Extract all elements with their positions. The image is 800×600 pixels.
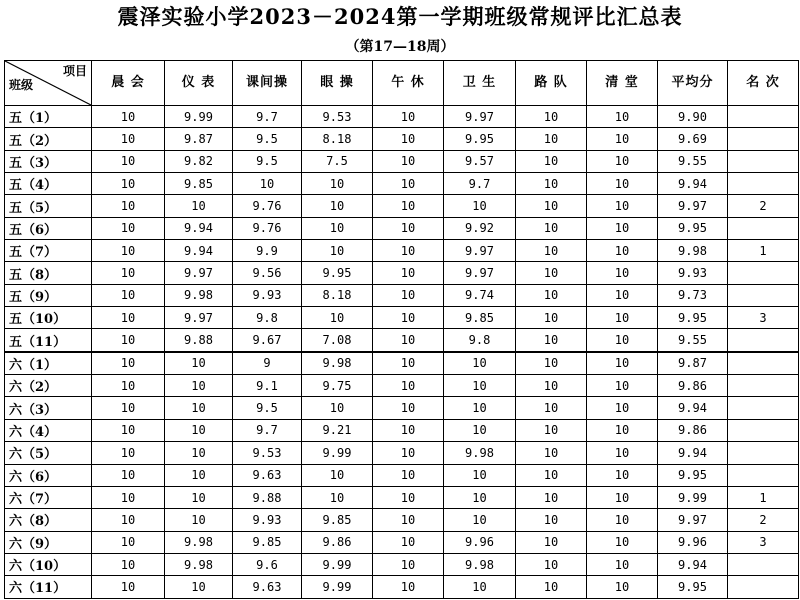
table-cell[interactable]: 10 <box>92 553 165 575</box>
header-cell[interactable]: 课间操 <box>233 61 302 106</box>
table-cell[interactable]: 10 <box>302 240 373 262</box>
table-row <box>5 217 799 239</box>
table-cell[interactable]: 9.98 <box>444 442 516 464</box>
table-cell[interactable]: 10 <box>373 262 444 284</box>
table-cell[interactable]: 9.53 <box>233 442 302 464</box>
table-cell[interactable]: 10 <box>373 329 444 352</box>
table-cell[interactable]: 9.1 <box>233 375 302 397</box>
table-cell[interactable]: 10 <box>587 173 658 195</box>
table-cell[interactable] <box>728 128 799 150</box>
class-name-cell[interactable]: 六（3） <box>5 397 92 419</box>
table-cell[interactable]: 10 <box>92 284 165 306</box>
table-cell[interactable]: 9.99 <box>658 486 728 508</box>
table-cell[interactable]: 10 <box>373 150 444 172</box>
table-cell[interactable]: 10 <box>516 419 587 441</box>
table-cell[interactable]: 9.53 <box>302 106 373 128</box>
table-cell[interactable]: 10 <box>516 442 587 464</box>
table-cell[interactable]: 10 <box>516 464 587 486</box>
table-cell[interactable] <box>728 217 799 239</box>
table-cell[interactable]: 10 <box>516 576 587 598</box>
evaluation-table <box>4 60 799 599</box>
table-cell[interactable]: 10 <box>373 307 444 329</box>
class-name-cell[interactable]: 六（6） <box>5 464 92 486</box>
table-cell[interactable] <box>728 442 799 464</box>
table-cell[interactable]: 10 <box>92 576 165 598</box>
table-cell[interactable]: 10 <box>92 150 165 172</box>
table-cell[interactable]: 9.7 <box>233 419 302 441</box>
table-cell[interactable]: 10 <box>373 486 444 508</box>
table-cell[interactable]: 9.99 <box>302 442 373 464</box>
header-cell[interactable]: 平均分 <box>658 61 728 106</box>
table-row <box>5 329 799 352</box>
table-cell[interactable]: 9.67 <box>233 329 302 352</box>
table-cell[interactable]: 10 <box>516 352 587 375</box>
table-cell[interactable]: 10 <box>92 375 165 397</box>
table-cell[interactable]: 9.98 <box>302 352 373 375</box>
table-cell[interactable]: 10 <box>587 397 658 419</box>
table-cell[interactable]: 9.5 <box>233 150 302 172</box>
table-row <box>5 195 799 217</box>
class-name-cell[interactable]: 五（2） <box>5 128 92 150</box>
table-cell[interactable] <box>728 464 799 486</box>
table-cell[interactable]: 10 <box>587 553 658 575</box>
table-cell[interactable]: 10 <box>516 397 587 419</box>
table-cell[interactable]: 9.98 <box>165 531 233 553</box>
table-cell[interactable] <box>728 173 799 195</box>
table-cell[interactable]: 9.97 <box>658 509 728 531</box>
table-cell[interactable]: 10 <box>587 262 658 284</box>
corner-label-item: 项目 <box>62 64 87 78</box>
table-body <box>5 106 799 599</box>
table-cell[interactable]: 9.94 <box>165 240 233 262</box>
table-cell[interactable]: 10 <box>516 531 587 553</box>
table-cell[interactable]: 9.85 <box>233 531 302 553</box>
table-cell[interactable]: 9.93 <box>658 262 728 284</box>
table-cell[interactable]: 7.08 <box>302 329 373 352</box>
table-cell[interactable]: 10 <box>165 576 233 598</box>
class-name-cell[interactable]: 六（5） <box>5 442 92 464</box>
table-cell[interactable]: 9.94 <box>658 553 728 575</box>
table-cell[interactable]: 10 <box>373 173 444 195</box>
class-name-cell[interactable]: 五（6） <box>5 217 92 239</box>
table-cell[interactable]: 10 <box>92 464 165 486</box>
table-row <box>5 307 799 329</box>
table-cell[interactable]: 2 <box>728 195 799 217</box>
class-name-cell[interactable]: 五（9） <box>5 284 92 306</box>
table-cell[interactable]: 9.8 <box>233 307 302 329</box>
class-name-cell[interactable]: 六（4） <box>5 419 92 441</box>
table-cell[interactable]: 10 <box>92 419 165 441</box>
table-cell[interactable] <box>728 553 799 575</box>
table-cell[interactable]: 10 <box>373 106 444 128</box>
table-cell[interactable]: 10 <box>165 442 233 464</box>
table-cell[interactable]: 10 <box>302 173 373 195</box>
table-cell[interactable]: 10 <box>516 262 587 284</box>
table-cell[interactable]: 10 <box>444 375 516 397</box>
table-cell[interactable]: 9.95 <box>658 576 728 598</box>
table-cell[interactable]: 10 <box>92 486 165 508</box>
table-cell[interactable] <box>728 262 799 284</box>
table-cell[interactable] <box>728 397 799 419</box>
table-cell[interactable]: 9.96 <box>444 531 516 553</box>
table-cell[interactable]: 10 <box>373 509 444 531</box>
table-cell[interactable]: 10 <box>92 509 165 531</box>
table-row <box>5 576 799 598</box>
table-cell[interactable]: 10 <box>92 262 165 284</box>
table-cell[interactable]: 10 <box>373 375 444 397</box>
table-row <box>5 464 799 486</box>
header-cell[interactable]: 清 堂 <box>587 61 658 106</box>
table-cell[interactable]: 9.9 <box>233 240 302 262</box>
table-cell[interactable]: 9.96 <box>658 531 728 553</box>
table-cell[interactable] <box>728 419 799 441</box>
table-cell[interactable]: 7.5 <box>302 150 373 172</box>
table-cell[interactable]: 9.88 <box>165 329 233 352</box>
table-cell[interactable]: 10 <box>587 128 658 150</box>
table-cell[interactable]: 10 <box>587 486 658 508</box>
class-name-cell[interactable]: 五（10） <box>5 307 92 329</box>
table-cell[interactable]: 9.6 <box>233 553 302 575</box>
header-cell[interactable]: 午 休 <box>373 61 444 106</box>
class-name-cell[interactable]: 六（8） <box>5 509 92 531</box>
table-cell[interactable]: 9.97 <box>658 195 728 217</box>
table-row <box>5 442 799 464</box>
header-cell[interactable]: 晨 会 <box>92 61 165 106</box>
table-cell[interactable]: 10 <box>373 284 444 306</box>
table-cell[interactable]: 9.95 <box>658 464 728 486</box>
table-cell[interactable]: 10 <box>587 531 658 553</box>
table-cell[interactable]: 10 <box>302 217 373 239</box>
table-cell[interactable]: 9.57 <box>444 150 516 172</box>
table-cell[interactable]: 9.92 <box>444 217 516 239</box>
table-cell[interactable]: 9.73 <box>658 284 728 306</box>
class-name-cell[interactable]: 六（11） <box>5 576 92 598</box>
class-name-cell[interactable]: 六（10） <box>5 553 92 575</box>
table-row <box>5 375 799 397</box>
table-row <box>5 128 799 150</box>
table-row <box>5 240 799 262</box>
corner-header-cell[interactable] <box>5 61 92 106</box>
table-cell[interactable]: 10 <box>373 352 444 375</box>
table-cell[interactable]: 10 <box>587 217 658 239</box>
table-cell[interactable]: 10 <box>587 464 658 486</box>
table-row <box>5 397 799 419</box>
header-row <box>5 61 799 106</box>
table-cell[interactable]: 9.8 <box>444 329 516 352</box>
table-cell[interactable]: 9.98 <box>165 553 233 575</box>
table-cell[interactable]: 10 <box>516 553 587 575</box>
table-cell[interactable]: 9.97 <box>444 106 516 128</box>
class-name-cell[interactable]: 五（7） <box>5 240 92 262</box>
table-cell[interactable]: 10 <box>302 397 373 419</box>
header-cell[interactable]: 路 队 <box>516 61 587 106</box>
table-row <box>5 173 799 195</box>
table-cell[interactable]: 9.97 <box>165 307 233 329</box>
table-cell[interactable] <box>728 150 799 172</box>
table-cell[interactable]: 9.86 <box>658 375 728 397</box>
table-cell[interactable] <box>728 329 799 352</box>
header-cell[interactable]: 仪 表 <box>165 61 233 106</box>
class-name-cell[interactable]: 五（5） <box>5 195 92 217</box>
table-cell[interactable]: 9.95 <box>658 217 728 239</box>
table-cell[interactable]: 9.55 <box>658 150 728 172</box>
table-cell[interactable] <box>728 375 799 397</box>
table-cell[interactable]: 9.87 <box>658 352 728 375</box>
table-cell[interactable]: 10 <box>444 352 516 375</box>
table-cell[interactable]: 10 <box>587 240 658 262</box>
table-cell[interactable]: 9.93 <box>233 284 302 306</box>
table-cell[interactable]: 10 <box>516 106 587 128</box>
header-cell[interactable]: 卫 生 <box>444 61 516 106</box>
class-name-cell[interactable]: 六（1） <box>5 352 92 375</box>
class-name-cell[interactable]: 六（2） <box>5 375 92 397</box>
table-cell[interactable] <box>728 352 799 375</box>
table-cell[interactable]: 1 <box>728 486 799 508</box>
header-cell[interactable]: 名 次 <box>728 61 799 106</box>
table-cell[interactable]: 10 <box>92 128 165 150</box>
class-name-cell[interactable]: 五（1） <box>5 106 92 128</box>
table-row <box>5 106 799 128</box>
table-row <box>5 531 799 553</box>
table-row <box>5 284 799 306</box>
table-row <box>5 509 799 531</box>
table-cell[interactable]: 10 <box>516 486 587 508</box>
corner-label-class: 班级 <box>9 78 34 92</box>
table-cell[interactable]: 10 <box>587 307 658 329</box>
table-cell[interactable]: 9.7 <box>444 173 516 195</box>
table-cell[interactable]: 10 <box>516 509 587 531</box>
table-row <box>5 553 799 575</box>
table-cell[interactable]: 9.85 <box>302 509 373 531</box>
class-name-cell[interactable]: 五（3） <box>5 150 92 172</box>
table-cell[interactable]: 10 <box>587 150 658 172</box>
table-cell[interactable]: 9.99 <box>302 553 373 575</box>
table-cell[interactable]: 9.98 <box>658 240 728 262</box>
table-cell[interactable]: 10 <box>302 464 373 486</box>
table-cell[interactable]: 10 <box>444 576 516 598</box>
table-cell[interactable]: 9.95 <box>658 307 728 329</box>
table-cell[interactable]: 10 <box>165 352 233 375</box>
table-row <box>5 352 799 375</box>
table-cell[interactable]: 10 <box>92 173 165 195</box>
table-cell[interactable]: 10 <box>373 576 444 598</box>
table-cell[interactable]: 9.98 <box>165 284 233 306</box>
table-cell[interactable]: 9.5 <box>233 397 302 419</box>
table-cell[interactable]: 10 <box>444 195 516 217</box>
table-cell[interactable]: 10 <box>92 329 165 352</box>
table-cell[interactable]: 10 <box>373 442 444 464</box>
table-cell[interactable]: 10 <box>444 464 516 486</box>
table-cell[interactable]: 8.18 <box>302 128 373 150</box>
table-cell[interactable]: 10 <box>165 509 233 531</box>
table-cell[interactable]: 10 <box>587 576 658 598</box>
table-cell[interactable]: 9.76 <box>233 195 302 217</box>
table-cell[interactable]: 9.74 <box>444 284 516 306</box>
table-cell[interactable]: 10 <box>92 195 165 217</box>
table-cell[interactable]: 9.94 <box>658 173 728 195</box>
table-cell[interactable]: 10 <box>516 217 587 239</box>
table-cell[interactable]: 10 <box>587 284 658 306</box>
class-name-cell[interactable]: 五（11） <box>5 329 92 352</box>
table-cell[interactable]: 10 <box>587 195 658 217</box>
table-cell[interactable]: 10 <box>587 329 658 352</box>
table-cell[interactable]: 9.97 <box>444 240 516 262</box>
table-cell[interactable]: 10 <box>233 173 302 195</box>
table-cell[interactable]: 10 <box>373 419 444 441</box>
table-row <box>5 150 799 172</box>
table-cell[interactable]: 10 <box>165 397 233 419</box>
table-cell[interactable]: 10 <box>587 375 658 397</box>
table-cell[interactable]: 10 <box>373 240 444 262</box>
table-row <box>5 486 799 508</box>
table-cell[interactable]: 9.86 <box>658 419 728 441</box>
table-cell[interactable]: 8.18 <box>302 284 373 306</box>
table-cell[interactable]: 9.97 <box>165 262 233 284</box>
table-cell[interactable]: 10 <box>165 375 233 397</box>
table-cell[interactable]: 10 <box>165 195 233 217</box>
table-cell[interactable]: 9.99 <box>302 576 373 598</box>
class-name-cell[interactable]: 六（9） <box>5 531 92 553</box>
table-cell[interactable]: 9.75 <box>302 375 373 397</box>
table-cell[interactable]: 10 <box>373 397 444 419</box>
header-cell[interactable]: 眼 操 <box>302 61 373 106</box>
class-name-cell[interactable]: 六（7） <box>5 486 92 508</box>
table-cell[interactable]: 9.21 <box>302 419 373 441</box>
table-cell[interactable]: 3 <box>728 307 799 329</box>
table-cell[interactable]: 2 <box>728 509 799 531</box>
table-cell[interactable]: 9.90 <box>658 106 728 128</box>
table-cell[interactable]: 10 <box>516 329 587 352</box>
table-cell[interactable]: 10 <box>302 195 373 217</box>
table-cell[interactable]: 10 <box>302 307 373 329</box>
table-cell[interactable]: 9.63 <box>233 464 302 486</box>
class-name-cell[interactable]: 五（8） <box>5 262 92 284</box>
table-cell[interactable]: 9.85 <box>444 307 516 329</box>
table-cell[interactable]: 10 <box>373 464 444 486</box>
table-cell[interactable]: 10 <box>92 106 165 128</box>
table-cell[interactable] <box>728 576 799 598</box>
table-cell[interactable]: 10 <box>165 419 233 441</box>
table-cell[interactable]: 10 <box>587 442 658 464</box>
table-cell[interactable]: 10 <box>92 531 165 553</box>
page-subtitle: （第17—18周） <box>345 39 455 55</box>
table-cell[interactable]: 10 <box>373 217 444 239</box>
table-cell[interactable]: 10 <box>165 464 233 486</box>
class-name-cell[interactable]: 五（4） <box>5 173 92 195</box>
table-cell[interactable]: 9.76 <box>233 217 302 239</box>
table-cell[interactable]: 9.87 <box>165 128 233 150</box>
table-cell[interactable]: 9.99 <box>165 106 233 128</box>
table-cell[interactable]: 10 <box>516 307 587 329</box>
table-cell[interactable]: 10 <box>516 375 587 397</box>
table-cell[interactable]: 10 <box>516 195 587 217</box>
table-cell[interactable]: 9.88 <box>233 486 302 508</box>
table-cell[interactable] <box>728 106 799 128</box>
table-cell[interactable]: 9.93 <box>233 509 302 531</box>
table-cell[interactable]: 9.82 <box>165 150 233 172</box>
table-cell[interactable]: 10 <box>516 284 587 306</box>
table-cell[interactable]: 10 <box>587 106 658 128</box>
table-cell[interactable]: 1 <box>728 240 799 262</box>
table-cell[interactable]: 10 <box>444 486 516 508</box>
table-cell[interactable]: 10 <box>92 240 165 262</box>
table-cell[interactable]: 10 <box>373 531 444 553</box>
table-cell[interactable]: 10 <box>516 128 587 150</box>
table-cell[interactable]: 9.55 <box>658 329 728 352</box>
table-cell[interactable]: 9.56 <box>233 262 302 284</box>
table-cell[interactable]: 10 <box>92 442 165 464</box>
table-cell[interactable]: 9.69 <box>658 128 728 150</box>
table-cell[interactable]: 9 <box>233 352 302 375</box>
table-cell[interactable]: 9.98 <box>444 553 516 575</box>
table-cell[interactable]: 10 <box>165 486 233 508</box>
table-cell[interactable]: 9.94 <box>165 217 233 239</box>
table-cell[interactable]: 10 <box>373 553 444 575</box>
table-cell[interactable]: 9.5 <box>233 128 302 150</box>
table-cell[interactable]: 9.94 <box>658 397 728 419</box>
table-cell[interactable]: 10 <box>302 486 373 508</box>
table-row <box>5 419 799 441</box>
table-cell[interactable]: 10 <box>444 419 516 441</box>
table-cell[interactable]: 10 <box>92 307 165 329</box>
table-cell[interactable]: 9.97 <box>444 262 516 284</box>
table-cell[interactable]: 10 <box>444 509 516 531</box>
table-cell[interactable]: 10 <box>92 217 165 239</box>
page-title: 震泽实验小学2023－2024第一学期班级常规评比汇总表 <box>117 4 683 29</box>
table-cell[interactable]: 9.63 <box>233 576 302 598</box>
table-row <box>5 262 799 284</box>
table-cell[interactable]: 9.7 <box>233 106 302 128</box>
table-cell[interactable]: 10 <box>587 509 658 531</box>
table-cell[interactable]: 9.94 <box>658 442 728 464</box>
table-cell[interactable]: 10 <box>516 150 587 172</box>
table-cell[interactable]: 10 <box>444 397 516 419</box>
table-cell[interactable]: 3 <box>728 531 799 553</box>
table-cell[interactable]: 9.95 <box>444 128 516 150</box>
table-cell[interactable]: 10 <box>587 352 658 375</box>
table-cell[interactable]: 10 <box>516 173 587 195</box>
table-cell[interactable]: 10 <box>373 128 444 150</box>
table-cell[interactable]: 9.85 <box>165 173 233 195</box>
table-cell[interactable]: 9.95 <box>302 262 373 284</box>
table-cell[interactable]: 10 <box>516 240 587 262</box>
table-cell[interactable]: 10 <box>92 352 165 375</box>
table-cell[interactable]: 10 <box>587 419 658 441</box>
table-cell[interactable] <box>728 284 799 306</box>
table-cell[interactable]: 10 <box>92 397 165 419</box>
table-cell[interactable]: 9.86 <box>302 531 373 553</box>
table-cell[interactable]: 10 <box>373 195 444 217</box>
